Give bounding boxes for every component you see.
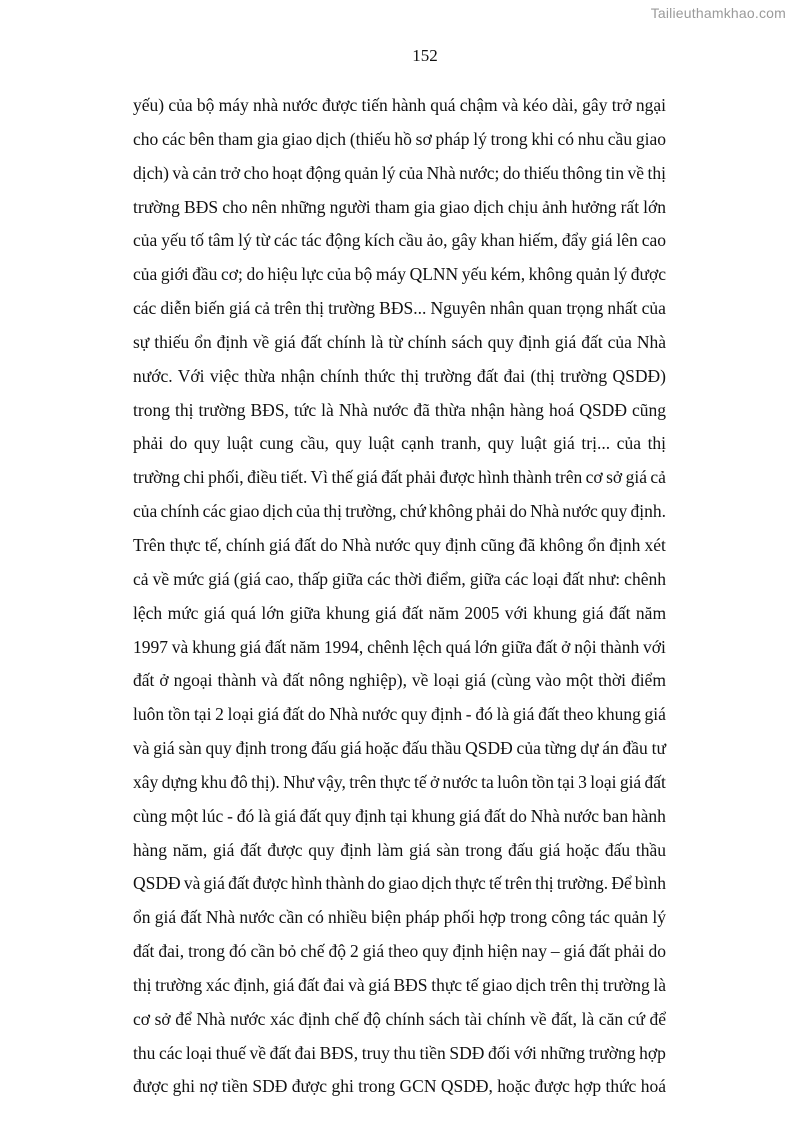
text-line-content: 1997 và khung giá đất năm 1994, chênh lệch quá lớn giữa đất ở nội thành với	[133, 636, 666, 657]
text-line-content: cùng một lúc - đó là giá đất quy định tại khung giá đất do Nhà nước ban hành	[133, 805, 666, 826]
text-line-content: trường BĐS cho nên những người tham gia giao dịch chịu ảnh hưởng rất lớn	[133, 196, 667, 217]
text-line-content: luôn tồn tại 2 loại giá đất do Nhà nước quy định - đó là giá đất theo khung giá	[133, 704, 666, 725]
text-line	[133, 597, 666, 631]
text-line-content: ổn giá đất Nhà nước cần có nhiều biện pháp phối hợp trong công tác quản lý	[133, 907, 666, 928]
text-line-content: thị trường xác định, giá đất đai và giá BĐS thực tế giao dịch trên thị trường là	[133, 974, 667, 995]
page-number: 152	[412, 46, 438, 65]
text-line-content: cơ sở để Nhà nước xác định chế độ chính sách tài chính về đất, là căn cứ để	[133, 1008, 667, 1029]
text-line	[133, 969, 666, 1003]
text-line-content: trường chi phối, điều tiết. Vì thế giá đất phải được hình thành trên cơ sở giá cả	[133, 467, 666, 488]
text-line-content: hàng năm, giá đất được quy định làm giá sàn trong đấu giá hoặc đấu thầu	[133, 839, 667, 860]
text-line-content: và giá sàn quy định trong đấu giá hoặc đấu thầu QSDĐ của từng dự án đầu tư	[133, 738, 666, 759]
text-line	[133, 1070, 666, 1104]
text-line	[133, 901, 666, 935]
text-line	[133, 1037, 666, 1071]
text-line	[133, 89, 666, 123]
text-line	[133, 360, 666, 394]
text-line	[133, 766, 666, 800]
text-line	[133, 563, 666, 597]
text-line	[133, 157, 666, 191]
text-line-content: các diễn biến giá cả trên thị trường BĐS... Nguyên nhân quan trọng nhất của	[133, 298, 666, 319]
text-line	[133, 326, 666, 360]
text-line	[133, 834, 666, 868]
text-line-content: của yếu tố tâm lý từ các tác động kích cầu ảo, gây khan hiếm, đẩy giá lên cao	[133, 230, 666, 251]
text-line	[133, 292, 666, 326]
text-line	[133, 732, 666, 766]
text-line	[133, 631, 666, 665]
text-line	[133, 191, 666, 225]
watermark: Tailieuthamkhao.com	[650, 5, 786, 21]
text-line	[133, 529, 666, 563]
text-line-content: sự thiếu ổn định về giá đất chính là từ chính sách quy định giá đất của Nhà	[133, 331, 666, 352]
text-line-content: phải do quy luật cung cầu, quy luật cạnh tranh, quy luật giá trị... của thị	[133, 433, 667, 454]
text-line	[133, 800, 666, 834]
text-line	[133, 258, 666, 292]
text-line	[133, 394, 666, 428]
text-line-content: đất ở ngoại thành và đất nông nghiệp), về loại giá (cùng vào một thời điểm	[133, 670, 666, 691]
text-line	[133, 867, 666, 901]
body-text	[133, 89, 666, 1104]
text-line	[133, 123, 666, 157]
text-line-content: lệch mức giá quá lớn giữa khung giá đất năm 2005 với khung giá đất năm	[133, 602, 667, 623]
text-line-content: nước. Với việc thừa nhận chính thức thị trường đất đai (thị trường QSDĐ)	[133, 365, 666, 386]
text-line	[133, 1003, 666, 1037]
text-line-content: cả về mức giá (giá cao, thấp giữa các thời điểm, giữa các loại đất như: chênh	[133, 568, 666, 589]
text-line-content: thu các loại thuế về đất đai BĐS, truy thu tiền SDĐ đối với những trường hợp	[133, 1042, 666, 1063]
text-line	[133, 664, 666, 698]
text-line-content: trong thị trường BĐS, tức là Nhà nước đã thừa nhận hàng hoá QSDĐ cũng	[133, 399, 667, 420]
text-line-content: QSDĐ và giá đất được hình thành do giao dịch thực tế trên thị trường. Để bình	[133, 873, 667, 894]
text-line-content: yếu) của bộ máy nhà nước được tiến hành quá chậm và kéo dài, gây trở ngại	[133, 95, 667, 115]
text-line-content: dịch) và cản trở cho hoạt động quản lý của Nhà nước; do thiếu thông tin về thị	[133, 162, 667, 183]
text-line-content: của chính các giao dịch của thị trường, chứ không phải do Nhà nước quy định.	[133, 501, 666, 522]
text-line-content: xây dựng khu đô thị). Như vậy, trên thực tế ở nước ta luôn tồn tại 3 loại giá đất	[133, 771, 666, 792]
text-line	[133, 935, 666, 969]
text-line	[133, 698, 666, 732]
text-line	[133, 461, 666, 495]
text-line-content: của giới đầu cơ; do hiệu lực của bộ máy QLNN yếu kém, không quản lý được	[133, 264, 667, 285]
text-line	[133, 495, 666, 529]
text-line-content: đất đai, trong đó cần bỏ chế độ 2 giá theo quy định hiện nay – giá đất phải do	[133, 941, 667, 962]
text-line-content: Trên thực tế, chính giá đất do Nhà nước quy định cũng đã không ổn định xét	[133, 534, 666, 555]
text-line	[133, 427, 666, 461]
text-line	[133, 224, 666, 258]
text-line-content: được ghi nợ tiền SDĐ được ghi trong GCN QSDĐ, hoặc được hợp thức hoá	[133, 1076, 666, 1097]
text-line-content: cho các bên tham gia giao dịch (thiếu hồ sơ pháp lý trong khi có nhu cầu giao	[133, 128, 666, 149]
